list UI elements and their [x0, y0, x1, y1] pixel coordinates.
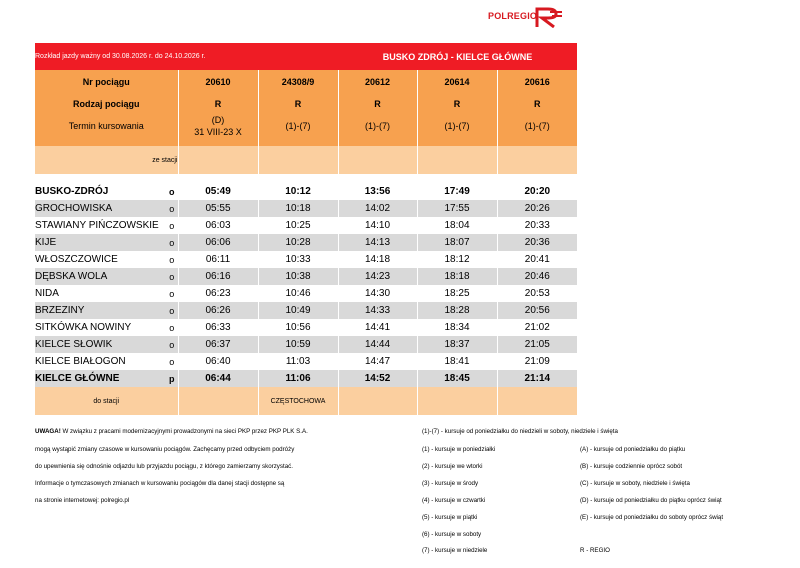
station-mark: o [166, 200, 178, 217]
timetable [35, 43, 577, 415]
departure-time: 10:18 [258, 200, 338, 217]
uwaga-line: UWAGA! W związku z pracami modernizacyjnymi prowadzonymi na sieci PKP przez PKP PLK S.A. [35, 428, 308, 435]
uwaga-line: do upewnienia się odnośnie odjazdu lub przyjazdu pociągu, z którego zamierzamy skorzystać. [35, 463, 293, 470]
station-name: KIJE [35, 234, 166, 251]
departure-time: 14:33 [338, 302, 417, 319]
departure-time: 18:34 [417, 319, 497, 336]
departure-time: 14:10 [338, 217, 417, 234]
arrival-time: 11:06 [258, 370, 338, 387]
departure-time: 14:30 [338, 285, 417, 302]
departure-time: 20:36 [497, 234, 577, 251]
departure-time: 21:09 [497, 353, 577, 370]
train-number: 20614 [417, 70, 497, 94]
arrival-time: 18:45 [417, 370, 497, 387]
table-row [35, 319, 577, 336]
table-row [35, 370, 577, 387]
legend-item: (7) - kursuje w niedziele [422, 547, 488, 554]
legend-item: (2) - kursuje we wtorki [422, 463, 483, 470]
departure-time: 06:11 [178, 251, 258, 268]
departure-time: 10:25 [258, 217, 338, 234]
station-mark: o [166, 268, 178, 285]
station-mark: o [166, 251, 178, 268]
station-mark: o [166, 336, 178, 353]
train-type: R [178, 94, 258, 114]
station-mark: o [166, 234, 178, 251]
station-name: KIELCE GŁÓWNE [35, 370, 166, 387]
arrival-time: 06:44 [178, 370, 258, 387]
departure-time: 13:56 [338, 183, 417, 200]
station-name: KIELCE BIAŁOGON [35, 353, 166, 370]
departure-time: 20:20 [497, 183, 577, 200]
legend-item: (D) - kursuje od poniedziałku do piątku oprócz świąt [580, 497, 722, 504]
train-term: (1)-(7) [338, 114, 417, 138]
departure-time: 05:55 [178, 200, 258, 217]
train-number: 20616 [497, 70, 577, 94]
from-station-row [35, 146, 577, 174]
timetable-header-bar [35, 43, 577, 70]
from-station-label: ze stacji [35, 146, 178, 174]
departure-time: 18:25 [417, 285, 497, 302]
departure-time: 20:46 [497, 268, 577, 285]
departure-time: 20:26 [497, 200, 577, 217]
train-type: R [338, 94, 417, 114]
destination [417, 387, 497, 415]
table-row [35, 183, 577, 200]
station-mark: p [166, 370, 178, 387]
departure-time: 18:12 [417, 251, 497, 268]
train-number-row [35, 70, 577, 94]
station-mark: o [166, 302, 178, 319]
legend-item: (E) - kursuje od poniedziałku do soboty oprócz świąt [580, 514, 724, 521]
arrival-time: 14:52 [338, 370, 417, 387]
station-name: BRZEZINY [35, 302, 166, 319]
departure-time: 20:53 [497, 285, 577, 302]
train-term-dates: 31 VIII-23 X [178, 126, 258, 138]
departure-time: 20:41 [497, 251, 577, 268]
validity-text: Rozkład jazdy ważny od 30.08.2026 r. do 24.10.2026 r. [35, 43, 338, 70]
destination [497, 387, 577, 415]
uwaga-label: UWAGA! [35, 428, 61, 435]
table-row [35, 217, 577, 234]
polregio-logo [488, 6, 568, 28]
departure-time: 18:18 [417, 268, 497, 285]
legend-item: (3) - kursuje w środy [422, 480, 479, 487]
station-mark: o [166, 183, 178, 200]
legend-item: (5) - kursuje w piątki [422, 514, 478, 521]
train-type-row [35, 94, 577, 114]
table-row [35, 285, 577, 302]
departure-time: 21:05 [497, 336, 577, 353]
table-row [35, 234, 577, 251]
table-row [35, 353, 577, 370]
route-title: BUSKO ZDRÓJ - KIELCE GŁÓWNE [338, 43, 577, 70]
departure-time: 10:33 [258, 251, 338, 268]
train-number: 24308/9 [258, 70, 338, 94]
term-label: Termin kursowania [35, 114, 178, 138]
departure-time: 14:18 [338, 251, 417, 268]
destination [338, 387, 417, 415]
departure-time: 14:23 [338, 268, 417, 285]
table-row [35, 302, 577, 319]
departure-time: 18:41 [417, 353, 497, 370]
legend-item: (1) - kursuje w poniedziałki [422, 446, 496, 453]
train-type: R [497, 94, 577, 114]
logo-r-mark-icon [534, 6, 564, 28]
departure-time: 06:37 [178, 336, 258, 353]
station-mark: o [166, 353, 178, 370]
legend-item: (1)-(7) - kursuje od poniedziałku do niedzieli w soboty, niedziele i święta [422, 428, 618, 435]
legend-item: (6) - kursuje w soboty [422, 531, 482, 538]
departure-time: 06:26 [178, 302, 258, 319]
station-name: WŁOSZCZOWICE [35, 251, 166, 268]
departure-time: 10:46 [258, 285, 338, 302]
departure-time: 17:55 [417, 200, 497, 217]
train-type-label: Rodzaj pociągu [35, 94, 178, 114]
departure-time: 14:02 [338, 200, 417, 217]
train-type: R [417, 94, 497, 114]
departure-time: 11:03 [258, 353, 338, 370]
legend-item: (4) - kursuje w czwartki [422, 497, 486, 504]
arrival-time: 21:14 [497, 370, 577, 387]
uwaga-line: na stronie internetowej: polregio.pl [35, 497, 130, 504]
station-mark: o [166, 319, 178, 336]
term-row-1 [35, 114, 577, 126]
departure-time: 06:16 [178, 268, 258, 285]
table-row [35, 336, 577, 353]
legend-item: (A) - kursuje od poniedziałku do piątku [580, 446, 686, 453]
train-number: 20612 [338, 70, 417, 94]
header-spacer [35, 138, 577, 146]
departure-time: 21:02 [497, 319, 577, 336]
departure-time: 10:49 [258, 302, 338, 319]
gap-row [35, 174, 577, 183]
departure-time: 18:28 [417, 302, 497, 319]
station-mark: o [166, 217, 178, 234]
legend-item: (B) - kursuje codziennie oprócz sobót [580, 463, 683, 470]
table-row [35, 268, 577, 285]
station-name: KIELCE SŁOWIK [35, 336, 166, 353]
departure-time: 06:06 [178, 234, 258, 251]
uwaga-line: Informacje o tymczasowych zmianach w kursowaniu pociągów dla danej stacji dostępne są [35, 480, 285, 487]
departure-time: 06:23 [178, 285, 258, 302]
train-term: (1)-(7) [497, 114, 577, 138]
departure-time: 06:40 [178, 353, 258, 370]
departure-time: 17:49 [417, 183, 497, 200]
legend-item: R - REGIO [580, 547, 610, 554]
departure-time: 14:13 [338, 234, 417, 251]
departure-time: 18:04 [417, 217, 497, 234]
to-station-row [35, 387, 577, 415]
departure-time: 18:07 [417, 234, 497, 251]
departure-time: 05:49 [178, 183, 258, 200]
train-term: (1)-(7) [417, 114, 497, 138]
table-row [35, 251, 577, 268]
table-row [35, 200, 577, 217]
departure-time: 06:33 [178, 319, 258, 336]
departure-time: 18:37 [417, 336, 497, 353]
departure-time: 10:12 [258, 183, 338, 200]
train-term: (D) [178, 114, 258, 126]
departure-time: 06:03 [178, 217, 258, 234]
station-mark: o [166, 285, 178, 302]
logo-text: POLREGIO [488, 11, 538, 21]
to-station-label: do stacji [35, 387, 178, 415]
departure-time: 10:38 [258, 268, 338, 285]
station-name: SITKÓWKA NOWINY [35, 319, 166, 336]
train-number: 20610 [178, 70, 258, 94]
station-name: DĘBSKA WOLA [35, 268, 166, 285]
departure-time: 10:56 [258, 319, 338, 336]
departure-time: 14:47 [338, 353, 417, 370]
train-number-label: Nr pociągu [35, 70, 178, 94]
destination [178, 387, 258, 415]
legend-item: (C) - kursuje w soboty, niedziele i święta [580, 480, 690, 487]
station-name: NIDA [35, 285, 166, 302]
destination: CZĘSTOCHOWA [258, 387, 338, 415]
train-term: (1)-(7) [258, 114, 338, 138]
departure-time: 20:33 [497, 217, 577, 234]
departure-time: 20:56 [497, 302, 577, 319]
station-name: BUSKO-ZDRÓJ [35, 183, 166, 200]
departure-time: 10:28 [258, 234, 338, 251]
station-name: GROCHOWISKA [35, 200, 166, 217]
departure-time: 14:41 [338, 319, 417, 336]
station-name: STAWIANY PIŃCZOWSKIE [35, 217, 166, 234]
departure-time: 14:44 [338, 336, 417, 353]
uwaga-line: mogą wystąpić zmiany czasowe w kursowaniu pociągów. Zachęcamy przed odbyciem podróży [35, 446, 295, 453]
departure-time: 10:59 [258, 336, 338, 353]
train-type: R [258, 94, 338, 114]
